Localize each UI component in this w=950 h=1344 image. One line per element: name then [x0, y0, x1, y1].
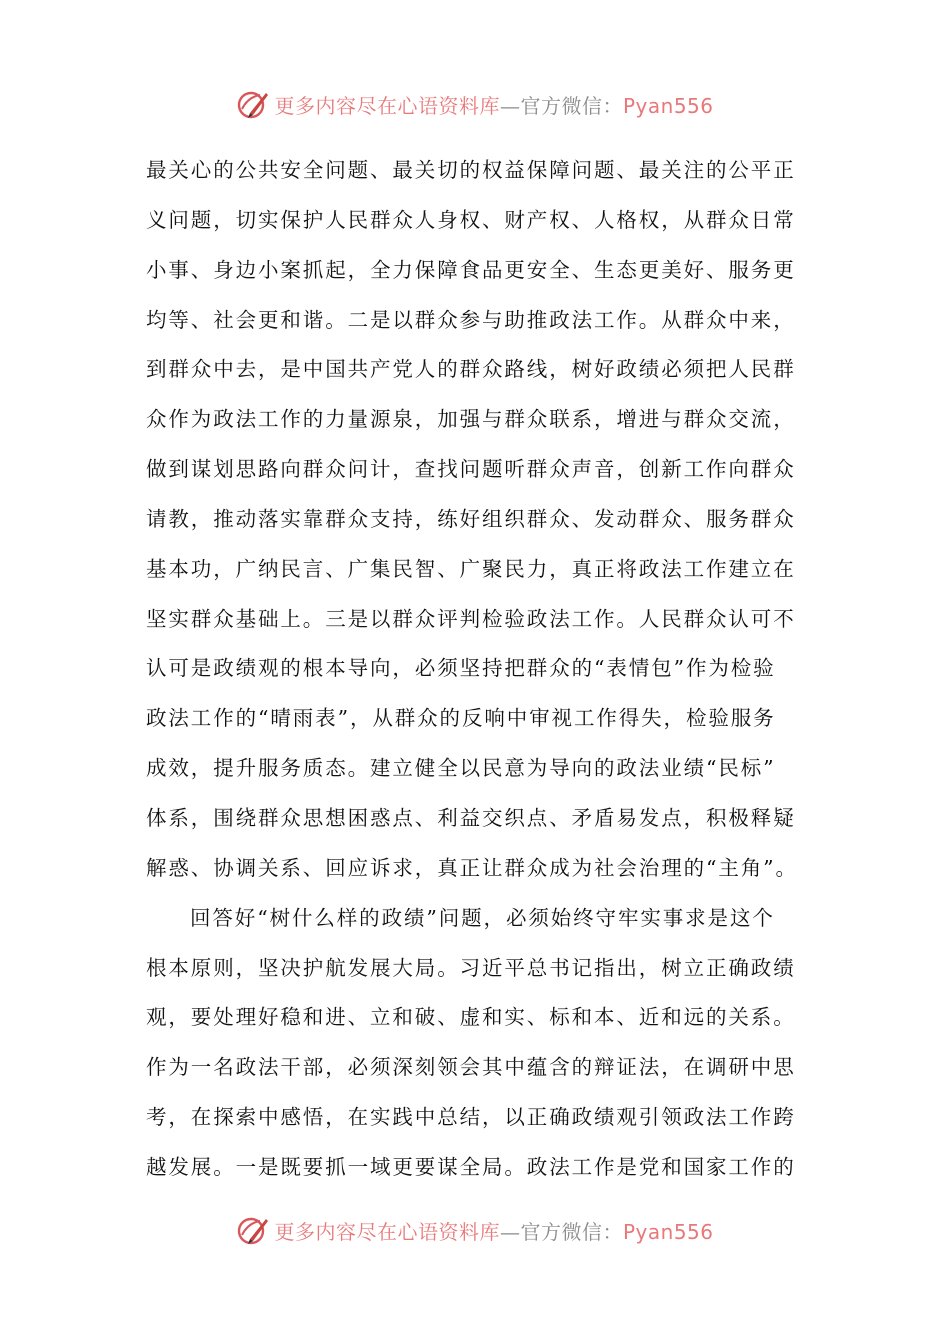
text-line: 众作为政法工作的力量源泉，加强与群众联系，增进与群众交流， — [146, 407, 796, 432]
text-line: 义问题，切实保护人民群众人身权、财产权、人格权，从群众日常 — [146, 207, 796, 232]
watermark-official: 官方微信： — [520, 93, 623, 118]
watermark-title: 更多内容尽在心语资料库 — [274, 93, 500, 118]
paragraph — [146, 894, 806, 1193]
text-line: 到群众中去，是中国共产党人的群众路线，树好政绩必须把人民群 — [146, 357, 796, 382]
pen-logo-icon — [236, 87, 270, 121]
text-line: 小事、身边小案抓起，全力保障食品更安全、生态更美好、服务更 — [146, 257, 796, 282]
watermark-official: 官方微信： — [520, 1219, 623, 1244]
footer-watermark — [0, 1210, 950, 1250]
watermark-title: 更多内容尽在心语资料库 — [274, 1219, 500, 1244]
text-line: 做到谋划思路向群众问计，查找问题听群众声音，创新工作向群众 — [146, 457, 796, 482]
watermark-dash: — — [499, 1219, 521, 1244]
paragraph — [146, 146, 806, 894]
watermark-wechat-id: Pyan556 — [622, 93, 714, 118]
text-line: 解惑、协调关系、回应诉求，真正让群众成为社会治理的“主角”。 — [146, 855, 798, 880]
watermark-text — [274, 90, 713, 119]
text-line: 作为一名政法干部，必须深刻领会其中蕴含的辩证法，在调研中思 — [146, 1055, 796, 1080]
text-line: 越发展。一是既要抓一域更要谋全局。政法工作是党和国家工作的 — [146, 1154, 796, 1179]
text-line: 体系，围绕群众思想困惑点、利益交织点、矛盾易发点，积极释疑 — [146, 805, 796, 830]
watermark-text — [274, 1216, 713, 1245]
header-watermark — [0, 84, 950, 124]
text-line: 考，在探索中感悟，在实践中总结，以正确政绩观引领政法工作跨 — [146, 1105, 796, 1130]
text-line: 请教，推动落实靠群众支持，练好组织群众、发动群众、服务群众 — [146, 506, 796, 531]
document-body — [146, 146, 806, 1193]
text-line: 认可是政绩观的根本导向，必须坚持把群众的“表情包”作为检验 — [146, 656, 776, 681]
text-line: 基本功，广纳民言、广集民智、广聚民力，真正将政法工作建立在 — [146, 556, 796, 581]
watermark-wechat-id: Pyan556 — [622, 1219, 714, 1244]
pen-logo-icon — [236, 1213, 270, 1247]
text-line: 政法工作的“晴雨表”，从群众的反响中审视工作得失，检验服务 — [146, 706, 776, 731]
text-line: 观，要处理好稳和进、立和破、虚和实、标和本、近和远的关系。 — [146, 1005, 796, 1030]
text-line: 成效，提升服务质态。建立健全以民意为导向的政法业绩“民标” — [146, 756, 776, 781]
text-line: 回答好“树什么样的政绩”问题，必须始终守牢实事求是这个 — [190, 905, 775, 930]
text-line: 坚实群众基础上。三是以群众评判检验政法工作。人民群众认可不 — [146, 606, 796, 631]
text-line: 均等、社会更和谐。二是以群众参与助推政法工作。从群众中来， — [146, 307, 796, 332]
text-line: 根本原则，坚决护航发展大局。习近平总书记指出，树立正确政绩 — [146, 955, 796, 980]
text-line: 最关心的公共安全问题、最关切的权益保障问题、最关注的公平正 — [146, 158, 796, 182]
watermark-dash: — — [499, 93, 521, 118]
